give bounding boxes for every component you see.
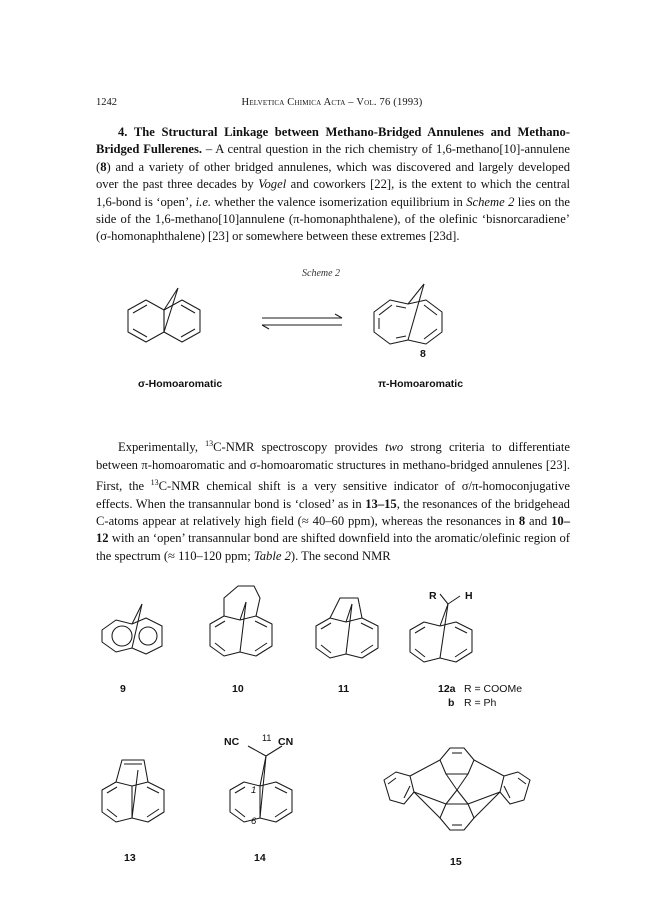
substituent-r: R	[429, 590, 437, 602]
compound-12a-definition: R = COOMe	[464, 683, 523, 695]
compound-9-structure	[88, 602, 188, 672]
compound-label-12a: 12a	[438, 683, 456, 695]
compound-label-8: 8	[420, 348, 426, 360]
equilibrium-arrows	[258, 312, 348, 332]
text-run: ). The second NMR	[290, 548, 391, 563]
text-run: ) and a variety of other bridged annulenes, which was discovered and largely developed over the past three decades by	[96, 159, 570, 192]
substituent-h: H	[465, 590, 473, 602]
text-run: and coworkers [22], is the extent to which the central 1,6-bond is ‘open’,	[96, 177, 570, 209]
position-1: 1	[251, 785, 257, 796]
page-number: 1242	[96, 97, 117, 108]
text-run: Experimentally,	[118, 440, 206, 455]
compound-label-9: 9	[120, 683, 126, 695]
sigma-homonaphthalene-structure	[120, 284, 240, 364]
compound-label-11: 11	[338, 683, 350, 695]
scheme-ref: Scheme 2	[466, 194, 515, 209]
sigma-homoaromatic-label: σ-Homoaromatic	[138, 378, 223, 390]
compound-ref: 10–12	[96, 514, 571, 546]
cyano-left: NC	[224, 736, 240, 748]
compound-14-structure	[220, 750, 330, 840]
compound-ref: 13–15	[365, 496, 397, 511]
text-run: two	[384, 440, 404, 455]
text-run: and	[525, 514, 552, 528]
text-run: with an ‘open’ transannular bond are shifted downfield into the aromatic/olefinic region of the spectrum (≈ 110–120 ppm;	[96, 531, 570, 563]
compound-label-14: 14	[254, 852, 266, 864]
position-11: 11	[262, 733, 272, 743]
compound-10-structure	[200, 580, 300, 675]
text-run: C-NMR chemical shift is a very sensitive indicator of σ/π-homoconjugative effects. When the transannular bond is ‘closed’ as in	[96, 479, 570, 511]
compound-label-15: 15	[450, 856, 462, 868]
cyano-right: CN	[278, 736, 294, 748]
journal-title: Helvetica Chimica Acta – Vol. 76 (1993)	[241, 97, 423, 108]
compound-12-structure	[400, 596, 500, 676]
compound-label-10: 10	[232, 683, 244, 695]
text-run: C-NMR spectroscopy provides	[213, 440, 385, 455]
compound-13-structure	[92, 750, 192, 840]
compound-ref: 8	[100, 159, 107, 174]
section-heading: 4. The Structural Linkage between Methano-Bridged Annulenes and Methano-Bridged Fullerenes.	[96, 125, 570, 157]
text-run: i.e.	[195, 194, 212, 209]
pi-homoaromatic-label: π-Homoaromatic	[378, 378, 464, 390]
superscript: 13	[205, 439, 214, 448]
compound-ref: 8	[518, 514, 526, 528]
author-name: Vogel	[258, 177, 287, 192]
compound-15-structure	[374, 738, 554, 848]
compound-label-12b: b	[448, 697, 455, 709]
text-run: , the resonances of the bridgehead C-atoms appear at relatively high field (≈ 40–60 ppm), whereas the resonances in	[96, 496, 570, 528]
text-run: strong criteria to differentiate between π-homoaromatic and σ-homoaromatic structures in methano-bridged annulenes [23]. First, the	[96, 440, 570, 494]
text-run: – A central question in the rich chemistry of 1,6-methano[10]-annulene (	[96, 142, 570, 174]
table-ref: Table 2	[253, 548, 291, 563]
compound-12b-definition: R = Ph	[464, 697, 497, 709]
scheme-caption: Scheme 2	[302, 268, 341, 279]
position-6: 6	[251, 816, 257, 827]
text-run: lies on the side of the 1,6-methano[10]annulene (π-homonaphthalene), of the olefinic ‘bisnorcaradiene’ (σ-homonaphthalene) [23] or somewhere between these extremes [23d].	[96, 194, 570, 244]
compound-11-structure	[306, 586, 406, 676]
compound-label-13: 13	[124, 852, 136, 864]
body-paragraph	[96, 435, 570, 565]
section-paragraph	[96, 124, 570, 246]
text-run: whether the valence isomerization equilibrium in	[211, 194, 467, 209]
superscript: 13	[150, 478, 159, 487]
